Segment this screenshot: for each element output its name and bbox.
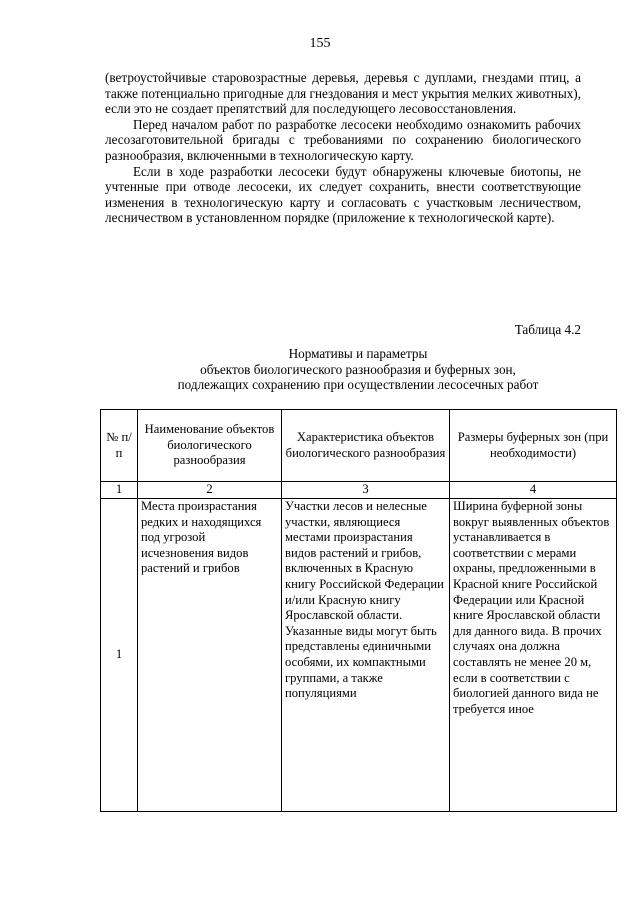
- table-title-line: объектов биологического разнообразия и буферных зон,: [200, 361, 516, 377]
- cell-buffer: Ширина буферной зоны вокруг выявленных объектов устанавливается в соответствии с мерами охраны, предложенными в Красной книге Российской Федерации или Красной книге Ярославской области для данного вида. В прочих случаях она должна составлять не менее 20 м, если в соответствии с биологией данного вида не требуется иное: [450, 499, 617, 812]
- cell-characteristic: Участки лесов и нелесные участки, являющиеся местами произрастания видов растений и грибов, включенных в Красную книгу Российской Федерации и/или Красную книгу Ярославской области. Указанные виды могут быть представлены единичными особями, их компактными группами, а также популяциями: [282, 499, 450, 812]
- column-number: 1: [101, 482, 138, 499]
- cell-number: 1: [101, 499, 138, 812]
- table-label: Таблица 4.2: [514, 322, 581, 337]
- column-number: 2: [138, 482, 282, 499]
- norms-table: [100, 409, 617, 812]
- column-number-row: [101, 482, 617, 499]
- paragraph: Если в ходе разработки лесосеки будут обнаружены ключевые биотопы, не учтенные при отводе лесосеки, их следует сохранить, внести соответствующие изменения в технологическую карту и согласовать с участковым лесничеством, лесничеством в установленном порядке (приложение к технологической карте).: [105, 163, 581, 226]
- table-title-line: Нормативы и параметры: [288, 346, 428, 361]
- header-cell-characteristic: Характеристика объектов биологического разнообразия: [282, 410, 450, 482]
- paragraph: Перед началом работ по разработке лесосеки необходимо ознакомить рабочих лесозаготовительной бригады с требованиями по сохранению биологического разнообразия, включенными в технологическую карту.: [105, 116, 581, 163]
- header-cell-number: № п/п: [101, 410, 138, 482]
- column-number: 4: [450, 482, 617, 499]
- header-cell-name: Наименование объектов биологического разнообразия: [138, 410, 282, 482]
- table-title: [100, 346, 616, 393]
- page-number: 155: [309, 36, 331, 51]
- table-row: [101, 499, 617, 812]
- cell-name: Места произрастания редких и находящихся под угрозой исчезновения видов растений и грибов: [138, 499, 282, 812]
- paragraph: (ветроустойчивые старовозрастные деревья, деревья с дуплами, гнездами птиц, а также потенциально пригодные для гнездования и мест укрытия мелких животных), если это не создает препятствий для последующего лесовосстановления.: [105, 70, 581, 117]
- table-header-row: [101, 410, 617, 482]
- column-number: 3: [282, 482, 450, 499]
- body-text: [105, 70, 581, 226]
- header-cell-buffer: Размеры буферных зон (при необходимости): [450, 410, 617, 482]
- table-title-line: подлежащих сохранению при осуществлении лесосечных работ: [177, 377, 539, 393]
